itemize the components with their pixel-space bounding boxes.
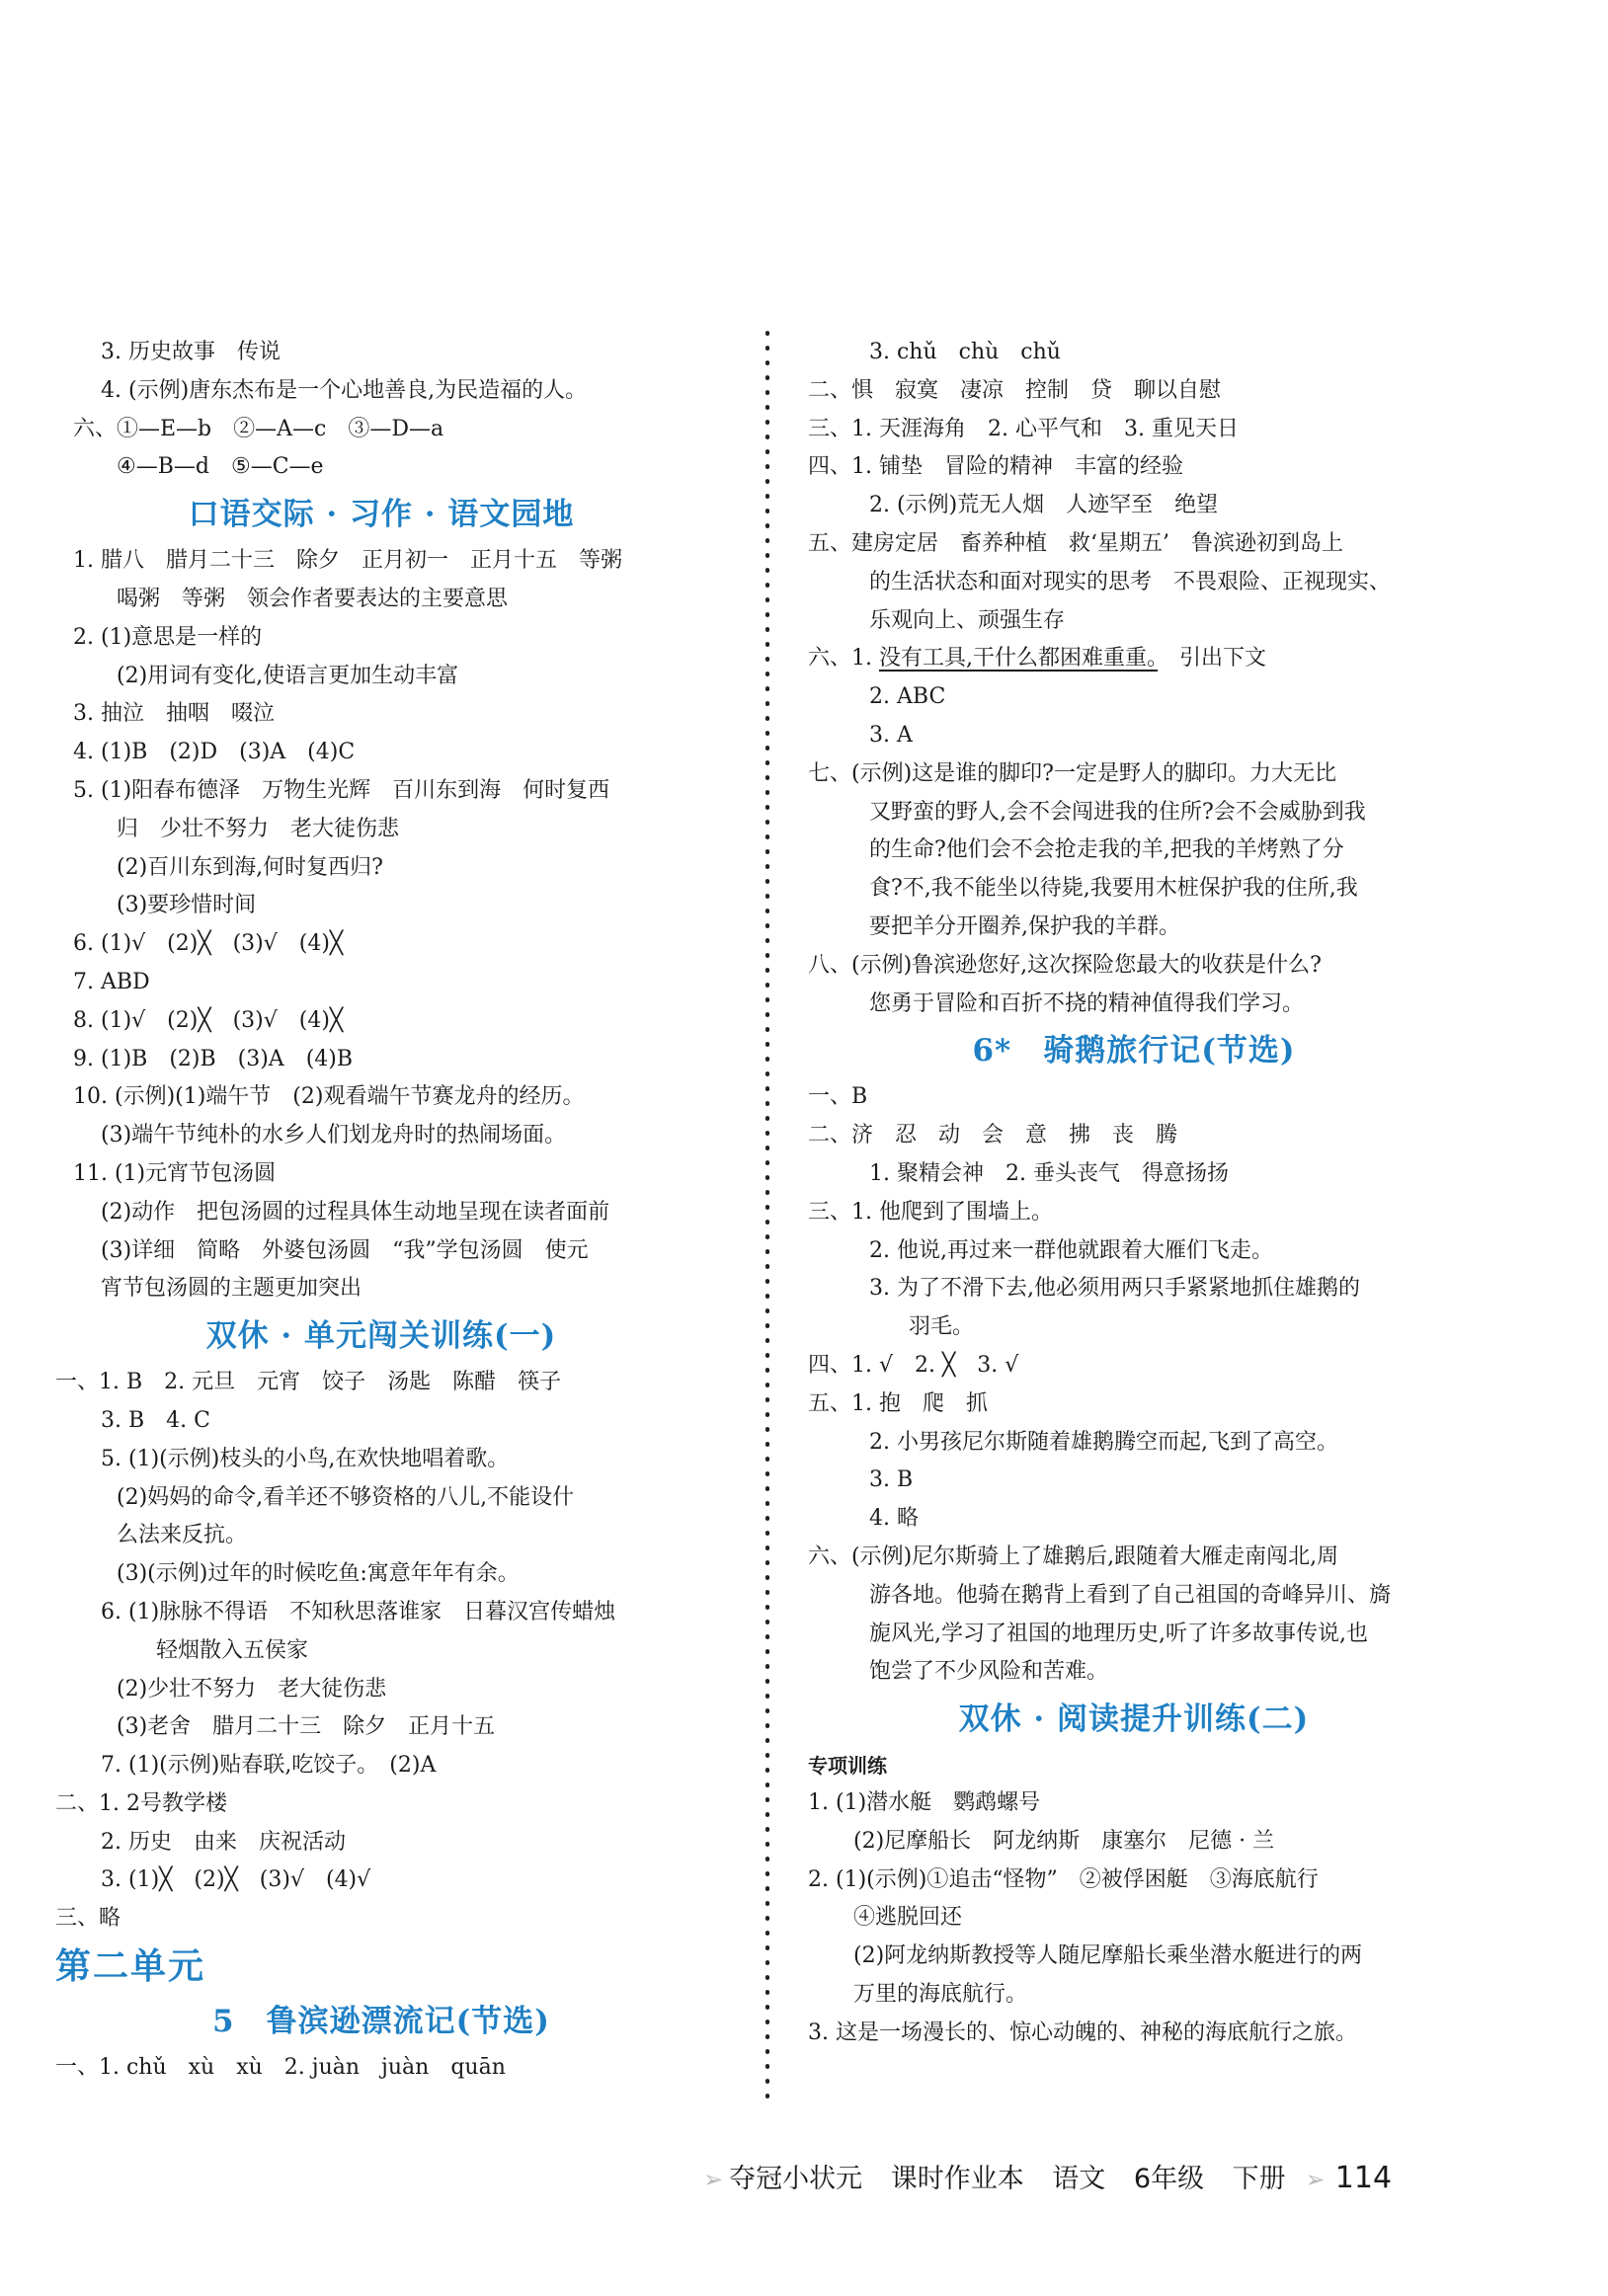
answer-line: (2)妈妈的命令,看羊还不够资格的八儿,不能设什 — [117, 1484, 575, 1510]
answer-line — [808, 640, 1460, 678]
answer-line: ④逃脱回还 — [853, 1905, 963, 1931]
right-column — [808, 334, 1460, 2053]
subsection-label: 专项训练 — [808, 1754, 887, 1779]
page-number: 114 — [1334, 2161, 1393, 2195]
answer-line: 六、(示例)尼尔斯骑上了雄鹅后,跟随着大雁走南闯北,周 — [808, 1544, 1339, 1569]
answer-line: (3)详细 简略 外婆包汤圆 “我”学包汤圆 使元 — [101, 1237, 589, 1263]
footer-volume: 下册 — [1232, 2164, 1286, 2194]
answer-line: 2. (示例)荒无人烟 人迹罕至 绝望 — [869, 493, 1219, 518]
answer-line: (2)动作 把包汤圆的过程具体生动地呈现在读者面前 — [101, 1199, 610, 1225]
answer-line: 2. (1)意思是一样的 — [73, 624, 263, 650]
answer-line: 5. (1)阳春布德泽 万物生光辉 百川东到海 何时复西 — [73, 777, 610, 803]
footer-subject: 语文 — [1052, 2164, 1106, 2194]
answer-line: 喝粥 等粥 领会作者要表达的主要意思 — [117, 586, 509, 611]
answer-line: 要把羊分开圈养,保护我的羊群。 — [869, 913, 1180, 939]
answer-line: 4. (示例)唐东杰布是一个心地善良,为民造福的人。 — [101, 377, 588, 403]
answer-line: 一、B — [808, 1084, 868, 1110]
answer-line: 10. (示例)(1)端午节 (2)观看端午节赛龙舟的经历。 — [73, 1084, 585, 1110]
answer-line: 三、略 — [55, 1906, 121, 1932]
answer-line: 3. chǔ chù chǔ — [869, 340, 1061, 364]
answer-line: 轻烟散入五侯家 — [156, 1637, 309, 1663]
answer-line: 1. 腊八 腊月二十三 除夕 正月初一 正月十五 等粥 — [73, 548, 622, 574]
answer-line: 3. 为了不滑下去,他必须用两只手紧紧地抓住雄鹅的 — [869, 1276, 1360, 1302]
answer-line: 2. 他说,再过来一群他就跟着大雁们飞走。 — [869, 1237, 1273, 1263]
answer-line: 二、1. 2号教学楼 — [55, 1790, 227, 1816]
answer-line: 2. 历史 由来 庆祝活动 — [101, 1829, 346, 1855]
answer-prefix: 六、1. — [808, 646, 879, 672]
answer-line: 七、(示例)这是谁的脚印?一定是野人的脚印。力大无比 — [808, 760, 1336, 786]
section-heading: 双休 · 阅读提升训练(二) — [958, 1702, 1310, 1738]
answer-line: 2. (1)(示例)①追击“怪物” ②被俘困艇 ③海底航行 — [808, 1866, 1319, 1892]
answer-line: 的生活状态和面对现实的思考 不畏艰险、正视现实、 — [869, 569, 1392, 594]
answer-line: (3)(示例)过年的时候吃鱼:寓意年年有余。 — [117, 1561, 520, 1587]
answer-line: 7. ABD — [73, 969, 150, 994]
answer-line: 三、1. 他爬到了围墙上。 — [808, 1199, 1053, 1225]
answer-line: 5. (1)(示例)枝头的小鸟,在欢快地唱着歌。 — [101, 1446, 510, 1471]
answer-line: 八、(示例)鲁滨逊您好,这次探险您最大的收获是什么? — [808, 952, 1322, 978]
left-column — [55, 334, 707, 2088]
footer-grade: 6年级 — [1133, 2164, 1205, 2194]
answer-line: (3)端午节纯朴的水乡人们划龙舟时的热闹场面。 — [101, 1123, 567, 1148]
answer-line: (2)尼摩船长 阿龙纳斯 康塞尔 尼德 · 兰 — [853, 1828, 1275, 1854]
answer-line: 又野蛮的野人,会不会闯进我的住所?会不会威胁到我 — [869, 799, 1366, 825]
answer-line: 四、1. √ 2. ╳ 3. √ — [808, 1352, 1019, 1378]
page-footer — [703, 2157, 1392, 2200]
answer-line: 2. ABC — [869, 684, 946, 710]
answer-line: 2. 小男孩尼尔斯随着雄鹅腾空而起,飞到了高空。 — [869, 1429, 1338, 1455]
answer-line: 3. 抽泣 抽咽 啜泣 — [73, 701, 275, 727]
answer-line: 游各地。他骑在鹅背上看到了自己祖国的奇峰异川、旖 — [869, 1582, 1392, 1608]
answer-line: 旎风光,学习了祖国的地理历史,听了许多故事传说,也 — [869, 1621, 1368, 1646]
answer-line: 二、惧 寂寞 凄凉 控制 贷 聊以自慰 — [808, 377, 1222, 403]
answer-line: 3. A — [869, 722, 913, 748]
footer-book: 课时作业本 — [890, 2164, 1024, 2194]
answer-line: (3)老舍 腊月二十三 除夕 正月十五 — [117, 1714, 496, 1740]
answer-line: 么法来反抗。 — [117, 1523, 248, 1548]
answer-line: 六、①—E—b ②—A—c ③—D—a — [73, 416, 444, 441]
section-heading: 5 鲁滨逊漂流记(节选) — [212, 2004, 550, 2040]
answer-line: 3. (1)╳ (2)╳ (3)√ (4)√ — [101, 1867, 371, 1893]
answer-line: 四、1. 铺垫 冒险的精神 丰富的经验 — [808, 454, 1183, 480]
answer-line: 的生命?他们会不会抢走我的羊,把我的羊烤熟了分 — [869, 837, 1344, 863]
answer-line: 您勇于冒险和百折不挠的精神值得我们学习。 — [869, 990, 1305, 1016]
answer-line: (2)百川东到海,何时复西归? — [117, 854, 383, 880]
answer-line: 8. (1)√ (2)╳ (3)√ (4)╳ — [73, 1007, 344, 1033]
answer-line: 乐观向上、顽强生存 — [869, 607, 1066, 633]
answer-line: 一、1. B 2. 元旦 元宵 饺子 汤匙 陈醋 筷子 — [55, 1370, 562, 1395]
answer-line: 1. (1)潜水艇 鹦鹉螺号 — [808, 1790, 1041, 1816]
answer-line: 五、1. 抱 爬 抓 — [808, 1390, 988, 1416]
answer-line: 7. (1)(示例)贴春联,吃饺子。 (2)A — [101, 1753, 437, 1779]
answer-line: 3. 这是一场漫长的、惊心动魄的、神秘的海底航行之旅。 — [808, 2019, 1357, 2045]
underlined-answer: 没有工具,干什么都困难重重。 — [878, 646, 1158, 672]
answer-tail: 引出下文 — [1157, 646, 1266, 672]
chevron-right-icon: ➢ — [703, 2166, 724, 2193]
answer-line: 3. B — [869, 1467, 914, 1493]
answer-line: 饱尝了不少风险和苦难。 — [869, 1659, 1109, 1685]
section-heading: 6* 骑鹅旅行记(节选) — [972, 1033, 1296, 1069]
answer-line: (2)阿龙纳斯教授等人随尼摩船长乘坐潜水艇进行的两 — [853, 1943, 1363, 1969]
chevron-right-icon: ➢ — [1305, 2166, 1326, 2193]
answer-line: 9. (1)B (2)B (3)A (4)B — [73, 1046, 354, 1071]
answer-line: 二、济 忍 动 会 意 拂 丧 腾 — [808, 1123, 1178, 1148]
column-separator — [765, 326, 769, 2103]
answer-line: 一、1. chǔ xù xù 2. juàn juàn quān — [55, 2055, 506, 2081]
answer-line: 4. 略 — [869, 1506, 919, 1532]
answer-line: 万里的海底航行。 — [853, 1982, 1028, 2008]
answer-line: ④—B—d ⑤—C—e — [117, 454, 324, 480]
answer-line: 6. (1)脉脉不得语 不知秋思落谁家 日暮汉宫传蜡烛 — [101, 1599, 616, 1624]
answer-line: (3)要珍惜时间 — [117, 893, 257, 918]
unit-title: 第二单元 — [55, 1945, 206, 1988]
answer-line: 归 少壮不努力 老大徒伤悲 — [117, 816, 400, 841]
answer-line: 3. 历史故事 传说 — [101, 340, 281, 364]
answer-line: 4. (1)B (2)D (3)A (4)C — [73, 740, 356, 765]
answer-line: 6. (1)√ (2)╳ (3)√ (4)╳ — [73, 931, 344, 957]
answer-line: 食?不,我不能坐以待毙,我要用木桩保护我的住所,我 — [869, 876, 1358, 902]
answer-line: (2)少壮不努力 老大徒伤悲 — [117, 1676, 387, 1702]
footer-brand: 夺冠小状元 — [729, 2164, 863, 2194]
section-heading: 双休 · 单元闯关训练(一) — [205, 1318, 557, 1355]
answer-line: 宵节包汤圆的主题更加突出 — [101, 1276, 362, 1302]
answer-line: 3. B 4. C — [101, 1407, 210, 1433]
section-heading: 口语交际 · 习作 · 语文园地 — [188, 497, 575, 533]
answer-line: 三、1. 天涯海角 2. 心平气和 3. 重见天日 — [808, 416, 1239, 441]
answer-line: 羽毛。 — [909, 1314, 975, 1340]
answer-line: 1. 聚精会神 2. 垂头丧气 得意扬扬 — [869, 1160, 1229, 1186]
answer-line: 五、建房定居 畜养种植 救‘星期五’ 鲁滨逊初到岛上 — [808, 530, 1343, 556]
answer-line: 11. (1)元宵节包汤圆 — [73, 1160, 277, 1186]
answer-line: (2)用词有变化,使语言更加生动丰富 — [117, 663, 459, 688]
